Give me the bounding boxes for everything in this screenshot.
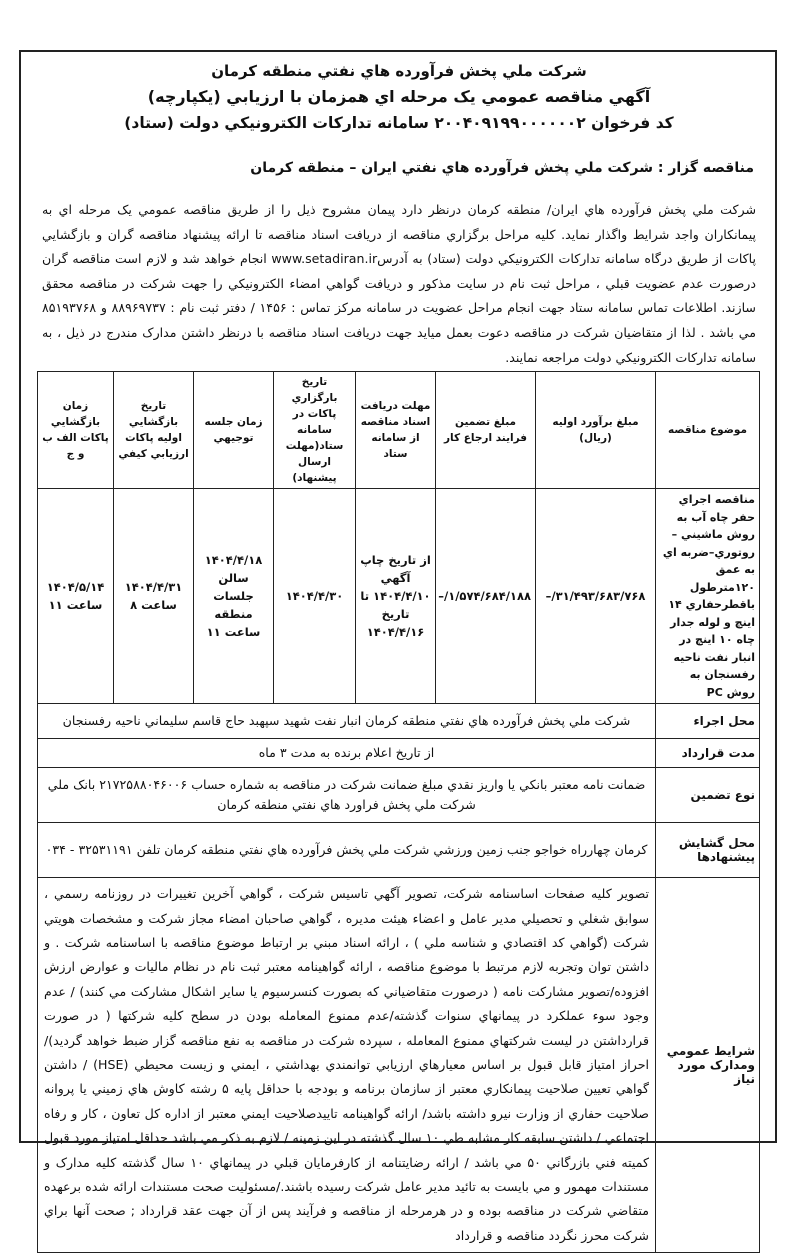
guarantee-type-label: نوع تضمين (656, 768, 760, 823)
header-guarantee: مبلغ تضمين فرايند ارجاع کار (436, 372, 536, 489)
conditions-value: تصوير کليه صفحات اساسنامه شرکت، تصوير آگهي تاسيس شرکت ، گواهي آخرين تغييرات در روزنامه رسمي ، سوابق شغلي و تحصيلي مدير عامل و اعضاء هيئت مديره ، گواهي صاحبان امضاء مجاز شرکت و مشخصات هويتي شرکت (گواهي کد اقتصادي و شناسه ملي ) ، ارائه اسناد مبني بر ارتباط موضوع مناقصه با اساسنامه شرکت . و داشتن توان وتجربه لازم مرتبط با موضوع مناقصه ، ارائه گواهينامه معتبر ثبت نام در نظام ماليات و عوارض ارزش افزوده/تصوير مشارکت نامه ( درصورت متقاضياني که بصورت کنسرسيوم يا ساير اشکال مشارکت مي کنند) / عدم وجود سوء عملکرد در پيمانهاي سنوات گذشته/عدم ممنوع المعامله بودن در سطح کليه شرکتها ( در صورت قرارداشتن در ليست شرکتهاي ممنوع المعامله ، سپرده شرکت در مناقصه به نفع مناقصه گزار ضبط خواهد گرديد)/احراز امتياز قابل قبول بر اساس معيارهاي ارزيابي توانمندي بهداشتي ، ايمني و زيست محيطي (HSE) / داشتن گواهي تعيين صلاحيت پيمانکاري معتبر از سازمان برنامه و بودجه با حداقل پايه ۵ رشته کاوش هاي زميني يا پروانه صلاحيت حفاري از وزارت نيرو داشته باشد/ ارائه گواهينامه تاييدصلاحيت ايمني معتبر از اداره کل تعاون ، کار و رفاه اجتماعي / داشتن سابقه کار مشابه طي ۱۰ سال گذشته در اين زمينه / لازم به ذکر مي باشد حداقل امتياز مورد قبول کميته فني بازرگاني ۵۰ مي باشد / ارائه رضايتنامه از کارفرمايان قبلي در پيمانهاي ۱۰ سال گذشته کليه مدارک و مستندات مهمور و مي بايست به تائيد مدير عامل شرکت رسيده باشند./مسئوليت صحت مستندات ارائه شده برعهده متقاضي شرکت در مناقصه بوده و در هرمرحله از مناقصه و فرآيند پس از آن جهت عقد قرارداد ; صحت آنها براي شرکت محرز نگردد مناقصه و قرارداد (38, 878, 656, 1253)
header-subject: موضوع مناقصه (656, 372, 760, 489)
duration-label: مدت قرارداد (656, 739, 760, 768)
duration-value: از تاريخ اعلام برنده به مدت ۳ ماه (38, 739, 656, 768)
notice-title: آگهي مناقصه عمومي يک مرحله اي همزمان با ارزيابي (يکپارچه) (147, 87, 651, 106)
cell-subject: مناقصه اجراي حفر چاه آب به روش ماشيني – روتوري–ضربه اي به عمق ۱۲۰مترطول باقطرحفاري ۱۴ اينچ و لوله جدار چاه ۱۰ اينچ در انبار نفت ناحيه رفسنجان به روش PC (656, 489, 760, 704)
intro-paragraph: شرکت ملي پخش فرآورده هاي ايران/ منطقه کرمان درنظر دارد پيمان مشروح ذيل را از طريق مناقصه عمومي يک مرحله اي به پيمانکاران واجد شرايط واگذار نمايد. کليه مراحل برگزاري مناقصه از دريافت اسناد مناقصه تا ارائه پيشنهاد مناقصه گران و بازگشايي پاکات از طريق درگاه سامانه تدارکات الکترونيکي دولت (ستاد) به آدرسwww.setadiran.ir انجام خواهد شد و لازم است مناقصه گران درصورت عدم عضويت قبلي ، مراحل ثبت نام در سايت مذکور و دريافت گواهي امضاء الکترونيکي را جهت شرکت در مناقصه محقق سازند. اطلاعات تماس سامانه ستاد جهت انجام مراحل عضويت در سامانه مرکز تماس : ۱۴۵۶ / دفتر ثبت نام : ۸۸۹۶۹۷۳۷ و ۸۵۱۹۳۷۶۸ مي باشد . لذا از متقاضيان شرکت در مناقصه دعوت بعمل ميايد جهت دريافت اسناد مناقصه با درنظر داشتن مدارک مندرج در ذيل ، به سامانه تدارکات الکترونيکي دولت مراجعه نمايند. (42, 202, 757, 365)
duration-row (38, 739, 760, 768)
place-label: محل اجراء (656, 704, 760, 739)
tender-notice (38, 58, 760, 1253)
cell-initial-estimate: ۳۱/۴۹۳/۶۸۳/۷۶۸/– (536, 489, 656, 704)
header-upload-deadline: تاريخ بارگزاري پاکات در سامانه ستاد(مهلت ارسال پيشنهاد) (274, 372, 356, 489)
place-value: شرکت ملي پخش فرآورده هاي نفتي منطقه کرمان انبار نفت شهيد سپهبد حاج قاسم سليماني ناحيه رفسنجان (38, 704, 656, 739)
conditions-label: شرايط عمومي ومدارک مورد نياز (656, 878, 760, 1253)
cell-doc-deadline: از تاريخ چاپ آگهي ۱۴۰۴/۴/۱۰ تا تاريخ ۱۴۰۴/۴/۱۶ (356, 489, 436, 704)
opening-place-row (38, 823, 760, 878)
place-row (38, 704, 760, 739)
tender-organizer: مناقصه گزار : شرکت ملي پخش فرآورده هاي نفتي ايران – منطقه کرمان (250, 160, 754, 176)
header-quality-opening: تاريخ بازگشايي اوليه پاکات ارزيابي کيفي (114, 372, 194, 489)
opening-place-value: کرمان چهارراه خواجو جنب زمين ورزشي شرکت ملي پخش فرآورده هاي نفتي منطقه کرمان تلفن ۳۲۵۳۱۱۹۱ - ۰۳۴ (38, 823, 656, 878)
conditions-row (38, 878, 760, 1253)
cell-envelope-opening: ۱۴۰۴/۵/۱۴ ساعت ۱۱ (38, 489, 114, 704)
cell-briefing: ۱۴۰۴/۴/۱۸ سالن جلسات منطقه ساعت ۱۱ (194, 489, 274, 704)
cell-upload-deadline: ۱۴۰۴/۴/۳۰ (274, 489, 356, 704)
cell-quality-opening: ۱۴۰۴/۴/۳۱ ساعت ۸ (114, 489, 194, 704)
header-doc-deadline: مهلت دريافت اسناد مناقصه از سامانه ستاد (356, 372, 436, 489)
header-briefing: زمان جلسه توجيهي (194, 372, 274, 489)
header-initial-estimate: مبلغ برآورد اوليه (ريال) (536, 372, 656, 489)
tender-table (37, 371, 760, 1253)
cell-guarantee: ۱/۵۷۴/۶۸۴/۱۸۸/– (436, 489, 536, 704)
header-envelope-opening: زمان بازگشايي پاکات الف ب و ج (38, 372, 114, 489)
call-code: کد فرخوان ۲۰۰۴۰۹۱۹۹۰۰۰۰۰۰۲ سامانه تدارکات الکترونيکي دولت (ستاد) (124, 114, 674, 132)
opening-place-label: محل گشايش پيشنهادها (656, 823, 760, 878)
table-row (38, 489, 760, 704)
table-header-row (38, 372, 760, 489)
notice-header (38, 58, 760, 136)
guarantee-type-row (38, 768, 760, 823)
company-title: شرکت ملي پخش فرآورده هاي نفتي منطقه کرمان (211, 62, 587, 80)
guarantee-type-value: ضمانت نامه معتبر بانکي يا واريز نقدي مبلغ ضمانت شرکت در مناقصه به شماره حساب ۲۱۷۲۵۸۸۰۴۶۰۰۶ بانک ملي شرکت ملي پخش فراورد هاي نفتي منطقه کرمان (38, 768, 656, 823)
